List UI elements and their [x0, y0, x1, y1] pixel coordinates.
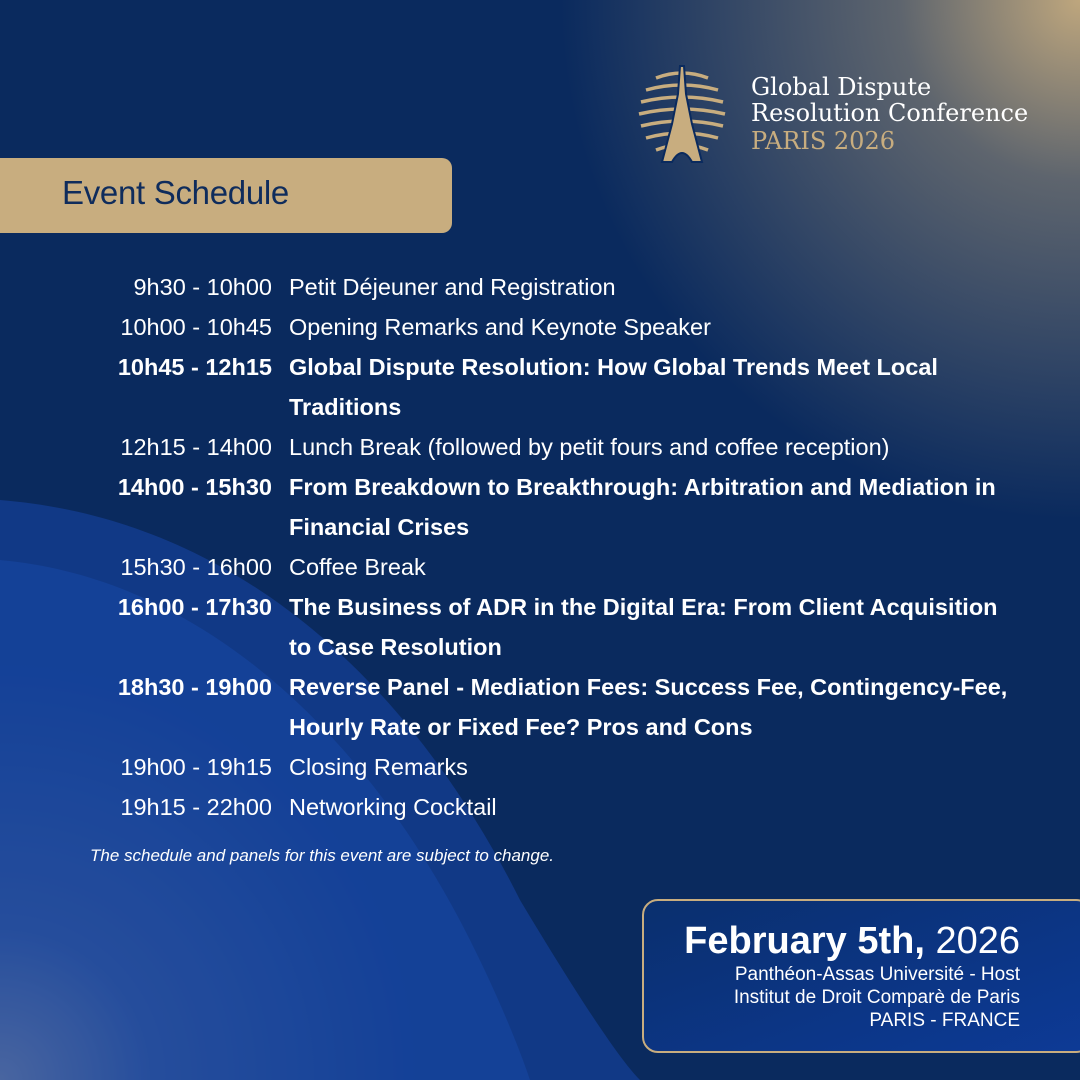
- schedule-row: [60, 667, 1020, 747]
- schedule-list: [60, 267, 1020, 827]
- brand-line-3: PARIS 2026: [751, 127, 895, 155]
- schedule-title: Reverse Panel - Mediation Fees: Success Fee, Contingency-Fee, Hourly Rate or Fixed Fee? Pros and Cons: [289, 674, 1008, 740]
- schedule-time: 10h00 - 10h45: [120, 314, 272, 340]
- schedule-row: [60, 587, 1020, 667]
- schedule-title: The Business of ADR in the Digital Era: From Client Acquisition to Case Resolution: [289, 594, 998, 660]
- schedule-row: [60, 347, 1020, 427]
- schedule-row: [60, 547, 1020, 587]
- schedule-row: [60, 307, 1020, 347]
- schedule-title: Petit Déjeuner and Registration: [289, 274, 616, 300]
- schedule-title: Coffee Break: [289, 554, 426, 580]
- schedule-time: 9h30 - 10h00: [133, 274, 272, 300]
- schedule-time: 19h15 - 22h00: [120, 794, 272, 820]
- brand-line-2: Resolution Conference: [751, 99, 1029, 127]
- schedule-time: 15h30 - 16h00: [120, 554, 272, 580]
- eiffel-globe-logo-icon: [636, 64, 728, 164]
- event-date: [684, 919, 1020, 963]
- event-date-day: February 5th,: [684, 920, 925, 962]
- event-host: Panthéon-Assas Université - Host: [734, 964, 1020, 985]
- schedule-row: [60, 747, 1020, 787]
- schedule-title: Lunch Break (followed by petit fours and coffee reception): [289, 434, 890, 460]
- schedule-row: [60, 467, 1020, 547]
- schedule-time: 16h00 - 17h30: [117, 594, 272, 620]
- event-info-card: [642, 899, 1080, 1053]
- schedule-time: 18h30 - 19h00: [117, 674, 272, 700]
- schedule-title: Closing Remarks: [289, 754, 468, 780]
- schedule-title: Opening Remarks and Keynote Speaker: [289, 314, 711, 340]
- conference-brand: [751, 74, 1028, 154]
- schedule-time: 19h00 - 19h15: [120, 754, 272, 780]
- event-institute: Institut de Droit Comparè de Paris: [733, 987, 1020, 1008]
- event-date-year: 2026: [924, 920, 1020, 962]
- schedule-title: Global Dispute Resolution: How Global Trends Meet Local Traditions: [289, 354, 938, 420]
- schedule-time: 12h15 - 14h00: [120, 434, 272, 460]
- schedule-time: 10h45 - 12h15: [117, 354, 272, 380]
- brand-line-1: Global Dispute: [751, 73, 932, 101]
- schedule-time: 14h00 - 15h30: [117, 474, 272, 500]
- schedule-note: The schedule and panels for this event are subject to change.: [90, 846, 555, 865]
- schedule-title: Networking Cocktail: [289, 794, 497, 820]
- schedule-title: From Breakdown to Breakthrough: Arbitration and Mediation in Financial Crises: [289, 474, 996, 540]
- schedule-row: [60, 787, 1020, 827]
- schedule-row: [60, 267, 1020, 307]
- section-banner: [0, 158, 452, 233]
- schedule-row: [60, 427, 1020, 467]
- event-location: PARIS - FRANCE: [869, 1010, 1020, 1031]
- section-title: Event Schedule: [62, 174, 289, 211]
